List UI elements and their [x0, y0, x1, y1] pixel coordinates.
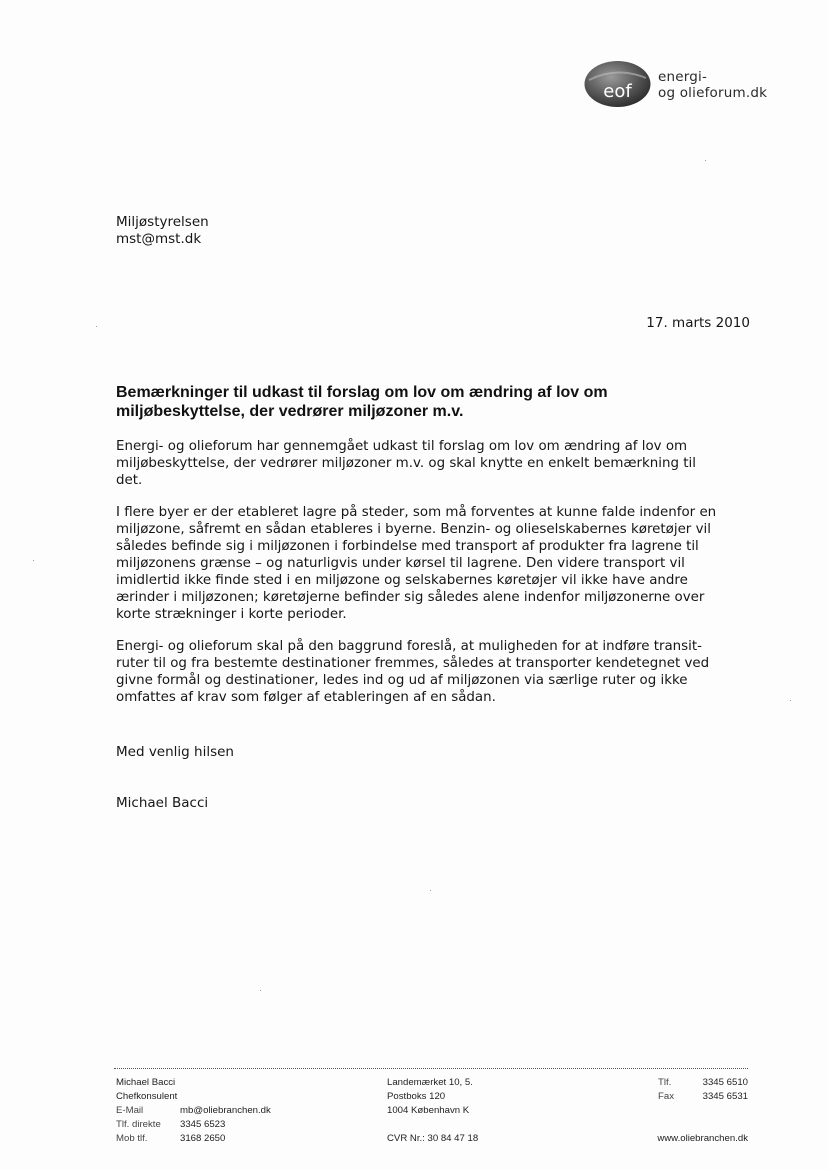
signer-name: Michael Bacci [116, 795, 209, 811]
footer-contact-person [116, 1076, 376, 1146]
footer-person-role: Chefkonsulent [116, 1091, 178, 1102]
text-line: givne formål og destinationer, ledes ind og ud af miljøzonen via særlige ruter og ikke [116, 673, 688, 688]
paragraph-2 [116, 504, 756, 623]
footer-divider [114, 1068, 748, 1069]
scan-speck [33, 560, 34, 561]
text-line: Energi- og olieforum skal på den baggrund foreslå, at muligheden for at indføre transit- [116, 639, 702, 654]
scan-speck [260, 990, 261, 991]
footer-person-name: Michael Bacci [116, 1077, 176, 1088]
scan-speck [430, 890, 431, 891]
text-line: ærinder i miljøzonen; køretøjerne befinder sig således alene indenfor miljøzonerne over [116, 590, 705, 605]
recipient-email: mst@mst.dk [116, 231, 202, 247]
text-line: miljøzonens grænse – og naturligvis under kørsel til lagrene. Den videre transport vil [116, 556, 685, 571]
text-line: det. [116, 473, 143, 488]
footer-street: Landemærket 10, 5. [387, 1077, 473, 1088]
footer-city: 1004 København K [387, 1105, 470, 1116]
text-line: ruter til og fra bestemte destinationer fremmes, således at transporter kendetegnet ved [116, 656, 710, 671]
footer-email-link[interactable]: mb@oliebranchen.dk [180, 1105, 271, 1116]
text-line: miljøbeskyttelse, der vedrører miljøzoner m.v. og skal knytte en enkelt bemærkning til [116, 456, 696, 471]
text-line: I flere byer er der etableret lagre på steder, som må forventes at kunne falde indenfor en [116, 505, 717, 520]
footer-pobox: Postboks 120 [387, 1091, 446, 1102]
letter-body [116, 438, 756, 721]
logo-mark-text: eof [603, 81, 632, 102]
scan-speck [790, 700, 791, 701]
footer-address [387, 1076, 607, 1144]
title-line: miljøbeskyttelse, der vedrører miljøzoner m.v. [116, 403, 464, 420]
footer-cvr: CVR Nr.: 30 84 47 18 [387, 1133, 479, 1144]
title-line: Bemærkninger til udkast til forslag om lov om ændring af lov om [116, 384, 608, 401]
footer-direct-label: Tlf. direkte [116, 1119, 161, 1130]
text-line: korte strækninger i korte perioder. [116, 607, 347, 622]
text-line: omfattes af krav som følger af etableringen af en sådan. [116, 690, 496, 705]
footer-company-contact [612, 1076, 748, 1144]
footer-fax: 3345 6531 [702, 1091, 748, 1102]
recipient-block [116, 214, 209, 248]
footer-mobile-label: Mob tlf. [116, 1133, 148, 1144]
text-line: Energi- og olieforum har gennemgået udkast til forslag om lov om ændring af lov om [116, 439, 688, 454]
footer-email-label: E-Mail [116, 1105, 144, 1116]
footer-phone-label: Tlf. [658, 1077, 672, 1088]
footer-fax-label: Fax [658, 1091, 674, 1102]
paragraph-3 [116, 638, 756, 706]
footer-website-link[interactable]: www.oliebranchen.dk [657, 1133, 748, 1144]
footer-direct-row [116, 1118, 376, 1132]
text-line: imidlertid ikke finde sted i en miljøzone og selskabernes køretøjer vil ikke have andre [116, 573, 688, 588]
footer-phone-row [612, 1076, 748, 1090]
footer-mobile-row [116, 1132, 376, 1146]
company-logo [583, 57, 773, 113]
footer-direct-phone: 3345 6523 [180, 1119, 226, 1130]
footer-fax-row [612, 1090, 748, 1104]
closing-salutation: Med venlig hilsen [116, 744, 234, 760]
letter-title [116, 383, 676, 421]
letter-date: 17. marts 2010 [646, 315, 750, 331]
logo-line-1: energi- [658, 69, 708, 85]
text-line: således befinde sig i miljøzonen i forbindelse med transport af produkter fra lagrene til [116, 539, 699, 554]
footer-phone: 3345 6510 [702, 1077, 748, 1088]
scan-speck [96, 326, 97, 327]
logo-line-2: og olieforum.dk [658, 85, 768, 101]
footer-email-row [116, 1104, 376, 1118]
paragraph-1 [116, 438, 756, 489]
recipient-name: Miljøstyrelsen [116, 214, 209, 230]
scan-speck [705, 160, 706, 161]
footer-mobile-phone: 3168 2650 [180, 1133, 226, 1144]
eof-logo-mark [583, 60, 652, 108]
text-line: miljøzone, såfremt en sådan etableres i byerne. Benzin- og olieselskabernes køretøjer vil [116, 522, 711, 537]
logo-wordmark [658, 69, 767, 101]
